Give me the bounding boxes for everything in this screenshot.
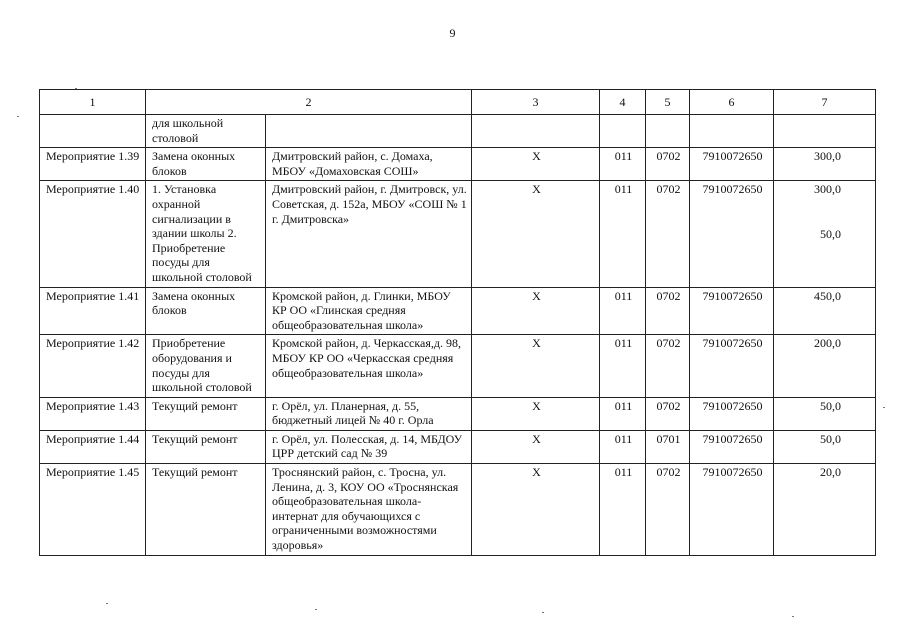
header-cell: 3 [472, 90, 600, 115]
address-text: г. Орёл, ул. Полесская, д. 14, МБДОУ ЦРР детский сад № 39 [272, 431, 463, 461]
mark-cell [472, 181, 600, 287]
code-text: 0702 [656, 149, 681, 164]
amount-text: 200,0 [814, 336, 841, 351]
name-text: Замена оконных блоков [152, 149, 236, 178]
code-cell [646, 335, 690, 397]
id-text: Мероприятие 1.39 [46, 149, 140, 164]
amount-cell [774, 397, 876, 430]
address-cell [266, 335, 472, 397]
amount-text: 50,0 [820, 431, 841, 446]
name-cell: для школьной столовой [146, 115, 266, 148]
id-text: Мероприятие 1.43 [46, 398, 140, 413]
name-text: Текущий ремонт [152, 431, 238, 446]
header-row [40, 90, 876, 115]
mark-cell [472, 397, 600, 430]
mark-text: Х [532, 149, 541, 164]
address-text: Дмитровский район, с. Домаха, МБОУ «Домаховская СОШ» [272, 149, 433, 178]
code-cell [646, 287, 690, 335]
table-row [40, 430, 876, 463]
code-text: 0702 [656, 182, 681, 197]
code-cell [690, 397, 774, 430]
id-cell [40, 148, 146, 181]
mark-cell [472, 430, 600, 463]
amount-text: 50,0 [820, 398, 841, 413]
address-cell [266, 181, 472, 287]
address-text: г. Орёл, ул. Планерная, д. 55, бюджетный лицей № 40 г. Орла [272, 398, 434, 428]
code-cell [646, 181, 690, 287]
amount-cell [774, 335, 876, 397]
amount-secondary-text: 50,0 [820, 226, 841, 241]
header-cell: 6 [690, 90, 774, 115]
mark-cell [472, 287, 600, 335]
mark-text: Х [532, 398, 541, 413]
mark-text: Х [532, 182, 541, 197]
id-cell [40, 115, 146, 148]
address-text: Кромской район, д. Глинки, МБОУ КР ОО «Глинская средняя общеобразовательная школа» [272, 288, 451, 332]
id-text: Мероприятие 1.45 [46, 465, 140, 480]
code-cell [600, 430, 646, 463]
amount-text: 20,0 [820, 465, 841, 480]
code-text: 0702 [656, 288, 681, 303]
code-text: 0702 [656, 398, 681, 413]
code-text: 011 [614, 398, 633, 413]
code-text: 0701 [656, 431, 681, 446]
id-cell [40, 287, 146, 335]
name-cell [146, 287, 266, 335]
name-cell [146, 397, 266, 430]
code-cell [690, 335, 774, 397]
name-text: 1. Установка охранной сигнализации в здании школы 2. Приобретение посуды для школьной столовой [152, 182, 252, 284]
mark-text: Х [532, 336, 541, 351]
id-text: Мероприятие 1.44 [46, 431, 140, 446]
amount-cell [774, 181, 876, 287]
address-text: Дмитровский район, г. Дмитровск, ул. Советская, д. 152а, МБОУ «СОШ № 1 г. Дмитровска» [272, 182, 467, 226]
code-cell [690, 464, 774, 556]
id-text: Мероприятие 1.42 [46, 336, 140, 351]
address-cell [266, 287, 472, 335]
id-cell [40, 464, 146, 556]
address-cell [266, 148, 472, 181]
id-text: Мероприятие 1.40 [46, 182, 140, 197]
page-number: 9 [449, 26, 456, 40]
code-text: 7910072650 [702, 398, 763, 413]
mark-cell [472, 464, 600, 556]
id-text: Мероприятие 1.41 [46, 288, 140, 303]
amount-text: 450,0 [814, 288, 841, 303]
name-cell [146, 464, 266, 556]
code-cell [690, 287, 774, 335]
address-cell [266, 430, 472, 463]
address-cell [266, 464, 472, 556]
code-cell [646, 397, 690, 430]
mark-cell [472, 115, 600, 148]
mark-cell [472, 335, 600, 397]
header-cell: 1 [40, 90, 146, 115]
code-cell [690, 430, 774, 463]
continuation-row [40, 115, 876, 148]
amount-text: 300,0 [814, 149, 841, 164]
id-cell [40, 181, 146, 287]
id-cell [40, 397, 146, 430]
code-cell [646, 464, 690, 556]
code-cell [646, 430, 690, 463]
address-cell [266, 397, 472, 430]
code-text: 011 [614, 465, 633, 480]
table-row [40, 287, 876, 335]
code-text: 011 [614, 336, 633, 351]
code-cell [690, 115, 774, 148]
code-text: 7910072650 [702, 431, 763, 446]
name-cell [146, 335, 266, 397]
name-cell [146, 148, 266, 181]
name-cell [146, 181, 266, 287]
code-text: 0702 [656, 465, 681, 480]
code-cell [600, 287, 646, 335]
code-text: 011 [614, 288, 633, 303]
code-text: 011 [614, 182, 633, 197]
address-text: Троснянский район, с. Тросна, ул. Ленина, д. 3, КОУ ОО «Троснянская общеобразовательная школа-интернат для обучающихся с ограниченными возможностями здоровья» [272, 465, 459, 553]
address-cell [266, 115, 472, 148]
code-text: 0702 [656, 336, 681, 351]
code-text: 7910072650 [702, 149, 763, 164]
name-cell [146, 430, 266, 463]
header-cell: 2 [146, 90, 472, 115]
address-text: Кромской район, д. Черкасская,д. 98, МБОУ КР ОО «Черкасская средняя общеобразовательная школа» [272, 336, 461, 380]
code-text: 7910072650 [702, 465, 763, 480]
id-cell [40, 430, 146, 463]
code-cell [690, 148, 774, 181]
mark-cell [472, 148, 600, 181]
code-cell [646, 148, 690, 181]
code-cell [600, 115, 646, 148]
amount-cell [774, 430, 876, 463]
table-row [40, 148, 876, 181]
mark-text: Х [532, 465, 541, 480]
code-cell [600, 464, 646, 556]
name-text: Приобретение оборудования и посуды для школьной столовой [152, 336, 252, 395]
code-cell [600, 335, 646, 397]
amount-cell [774, 148, 876, 181]
mark-text: Х [532, 288, 541, 303]
table-row [40, 397, 876, 430]
code-text: 7910072650 [702, 288, 763, 303]
budget-table [39, 89, 876, 556]
code-text: 7910072650 [702, 182, 763, 197]
code-text: 7910072650 [702, 336, 763, 351]
table-row [40, 181, 876, 287]
mark-text: Х [532, 431, 541, 446]
code-cell [600, 181, 646, 287]
code-cell [646, 115, 690, 148]
amount-text: 300,0 [814, 182, 841, 197]
code-text: 011 [614, 149, 633, 164]
header-cell: 7 [774, 90, 876, 115]
code-cell [690, 181, 774, 287]
code-cell [600, 148, 646, 181]
amount-cell [774, 115, 876, 148]
amount-cell [774, 287, 876, 335]
amount-cell [774, 464, 876, 556]
name-text: Текущий ремонт [152, 465, 238, 480]
id-cell [40, 335, 146, 397]
header-cell: 4 [600, 90, 646, 115]
code-cell [600, 397, 646, 430]
code-text: 011 [614, 431, 633, 446]
name-text: Замена оконных блоков [152, 288, 236, 318]
header-cell: 5 [646, 90, 690, 115]
table-row [40, 335, 876, 397]
table-row [40, 464, 876, 556]
name-text: Текущий ремонт [152, 398, 238, 413]
